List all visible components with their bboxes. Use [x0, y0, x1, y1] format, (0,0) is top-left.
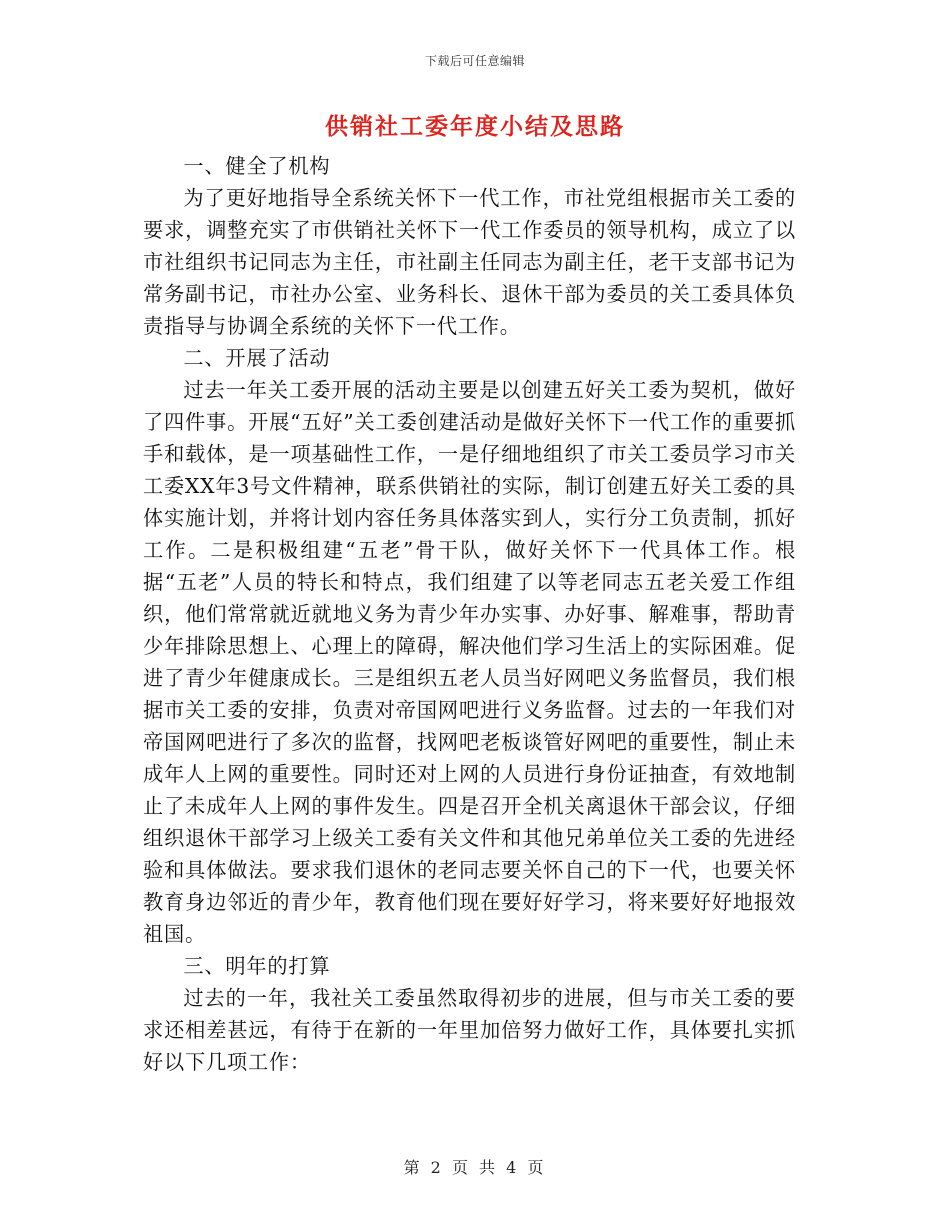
paragraph-3: 过去的一年，我社关工委虽然取得初步的进展，但与市关工委的要求还相差甚远，有待于在新的一年里加倍努力做好工作，具体要扎实抓好以下几项工作： — [143, 986, 796, 1074]
document-title: 供销社工委年度小结及思路 — [325, 113, 625, 140]
paragraph-2: 过去一年关工委开展的活动主要是以创建五好关工委为契机，做好了四件事。开展“五好”关工委创建活动是做好关怀下一代工作的重要抓手和载体，是一项基础性工作，一是仔细地组织了市关工委员学习市关工委XX年3号文件精神，联系供销社的实际，制订创建五好关工委的具体实施计划，并将计划内容任务具体落实到人，实行分工负责制，抓好工作。二是积极组建“五老”骨干队，做好关怀下一代具体工作。根据“五老”人员的特长和特点，我们组建了以等老同志五老关爱工作组织，他们常常就近就地义务为青少年办实事、办好事、解难事，帮助青少年排除思想上、心理上的障碍，解决他们学习生活上的实际困难。促进了青少年健康成长。三是组织五老人员当好网吧义务监督员，我们根据市关工委的安排，负责对帝国网吧进行义务监督。过去的一年我们对帝国网吧进行了多次的监督，找网吧老板谈管好网吧的重要性，制止未成年人上网的重要性。同时还对上网的人员进行身份证抽查，有效地制止了未成年人上网的事件发生。四是召开全机关离退休干部会议，仔细组织退休干部学习上级关工委有关文件和其他兄弟单位关工委的先进经验和具体做法。要求我们退休的老同志要关怀自己的下一代，也要关怀教育身边邻近的青少年，教育他们现在要好好学习，将来要好好地报效祖国。 — [143, 378, 796, 946]
section-heading-1: 一、健全了机构 — [183, 154, 331, 178]
document-body — [143, 150, 796, 1078]
paragraph-1: 为了更好地指导全系统关怀下一代工作，市社党组根据市关工委的要求，调整充实了市供销社关怀下一代工作委员的领导机构，成立了以市社组织书记同志为主任，市社副主任同志为副主任，老干支部书记为常务副书记，市社办公室、业务科长、退休干部为委员的关工委具体负责指导与协调全系统的关怀下一代工作。 — [143, 186, 796, 338]
section-heading-2: 二、开展了活动 — [183, 346, 331, 370]
page-number-footer: 第 2 页 共 4 页 — [403, 1158, 547, 1177]
section-heading-3: 三、明年的打算 — [183, 954, 331, 978]
header-note: 下载后可任意编辑 — [424, 54, 525, 68]
